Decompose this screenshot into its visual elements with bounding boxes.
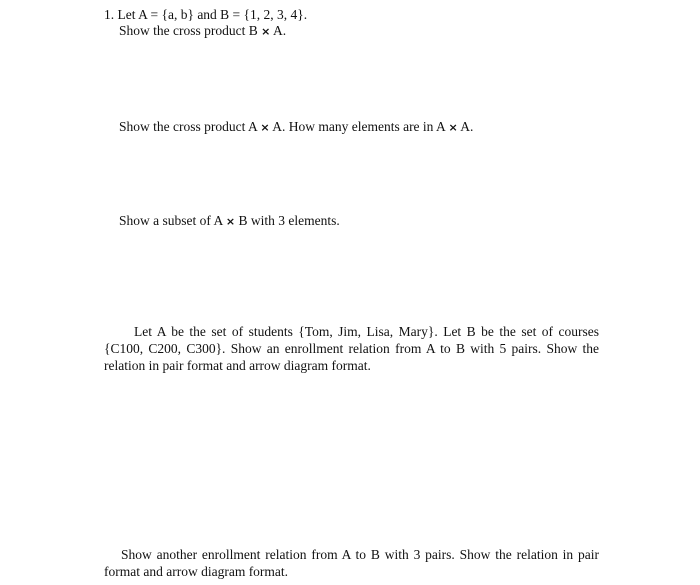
question-2: Show the cross product A × A. How many elements are in A × A. xyxy=(119,119,474,134)
cross-symbol: × xyxy=(261,25,271,38)
problem-number: 1. xyxy=(104,7,115,22)
question-4: Let A be the set of students {Tom, Jim, Lisa, Mary}. Let B be the set of courses {C100, C200, C300}. Show an enrollment relation from A to B with 5 pairs. Show the relation in pair format and arrow diagram format. xyxy=(104,324,599,373)
problem-intro: Let A = {a, b} and B = {1, 2, 3, 4}. xyxy=(117,7,308,22)
cross-symbol: × xyxy=(260,121,270,134)
question-5: Show another enrollment relation from A to B with 3 pairs. Show the relation in pair format and arrow diagram format. xyxy=(104,547,599,579)
cross-symbol: × xyxy=(225,215,236,228)
question-3: Show a subset of A × B with 3 elements. xyxy=(119,213,340,228)
cross-symbol: × xyxy=(448,121,458,134)
problem-header xyxy=(104,6,307,23)
question-1: Show the cross product B × A. xyxy=(119,23,287,38)
